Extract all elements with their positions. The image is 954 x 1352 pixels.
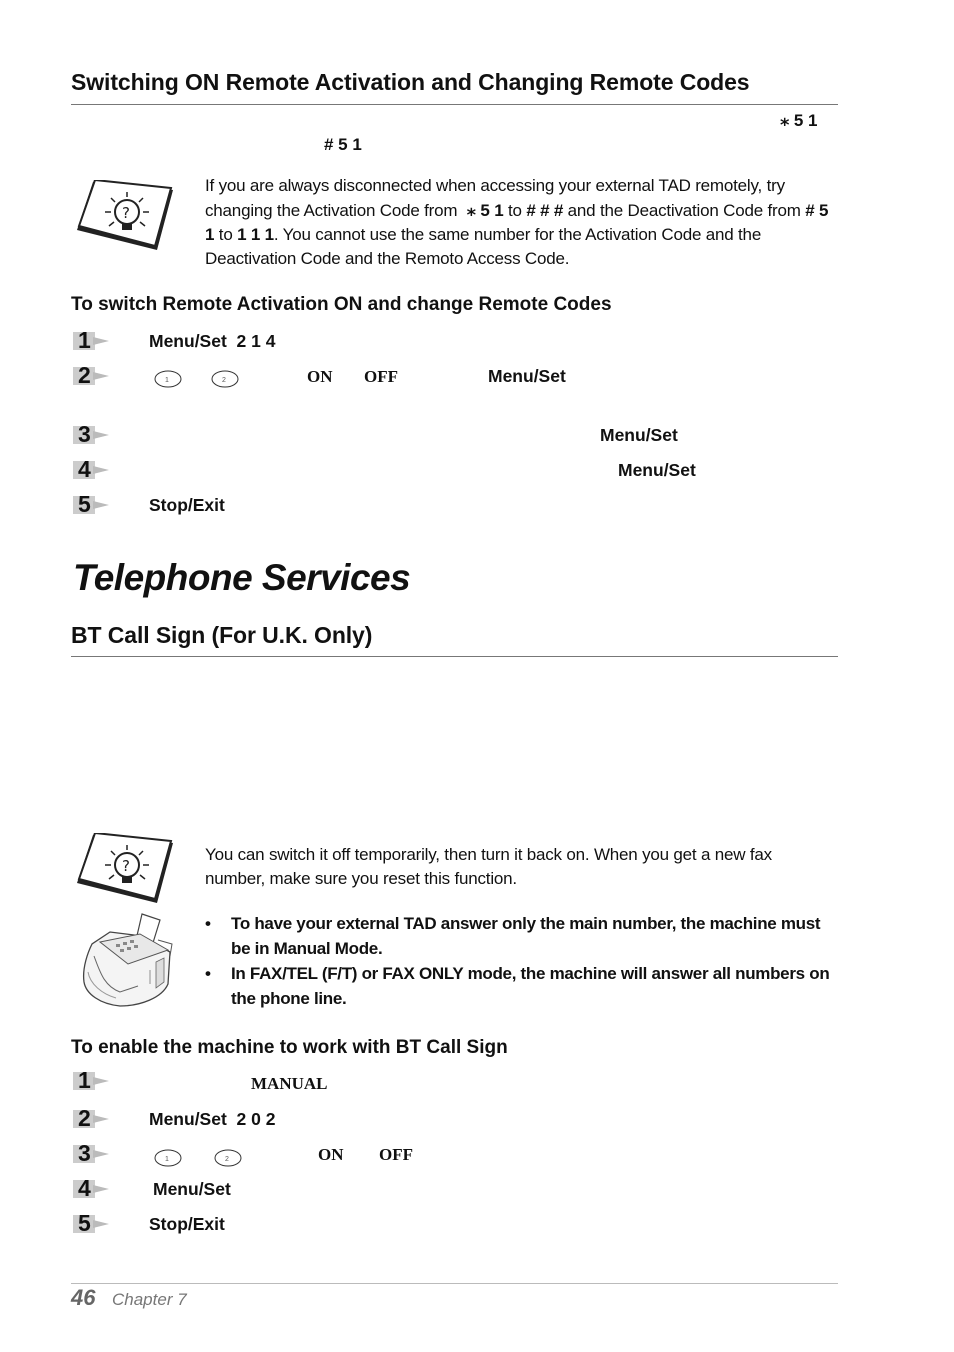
svg-text:1: 1: [165, 1156, 169, 1163]
hash-51-code: # 5 1: [324, 135, 362, 154]
subheading-switch-remote: To switch Remote Activation ON and change Remote Codes: [71, 294, 612, 315]
step-number: 3: [73, 1142, 113, 1166]
heading-rule: [71, 104, 838, 105]
on-option: ON: [318, 1145, 344, 1164]
step-number: 4: [73, 458, 113, 482]
svg-text:?: ?: [122, 204, 130, 222]
menu-set-key: Menu/Set: [488, 366, 566, 386]
svg-text:2: 2: [222, 377, 226, 384]
stop-exit-key: Stop/Exit: [149, 1214, 225, 1234]
menu-set-key: Menu/Set: [153, 1179, 231, 1199]
down-arrow-key-icon: [210, 369, 240, 394]
star-icon: ⁎: [461, 200, 476, 220]
footer-rule: [71, 1283, 838, 1284]
section-heading-remote-activation: Switching ON Remote Activation and Changing Remote Codes: [71, 69, 750, 95]
section-heading-bt-call-sign: BT Call Sign (For U.K. Only): [71, 622, 373, 648]
chapter-section-title: Telephone Services: [73, 557, 411, 598]
chapter-label: Chapter 7: [112, 1290, 187, 1309]
menu-set-key: Menu/Set: [600, 425, 678, 445]
menu-set-key: Menu/Set: [618, 460, 696, 480]
fax-machine-icon: [80, 912, 176, 1013]
step-number: 4: [73, 1177, 113, 1201]
off-option: OFF: [379, 1145, 413, 1164]
stop-exit-key: Stop/Exit: [149, 495, 225, 515]
step-number: 5: [73, 1212, 113, 1236]
step-number: 1: [73, 1069, 113, 1093]
list-item: • To have your external TAD answer only the main number, the machine must be in Manual Mode.: [205, 914, 821, 958]
svg-text:?: ?: [122, 857, 130, 875]
off-option: OFF: [364, 367, 398, 386]
on-option: ON: [307, 367, 333, 386]
step-number: 5: [73, 493, 113, 517]
step-2-instruction: Menu/Set 2 0 2: [149, 1109, 276, 1129]
bullet-list: [205, 911, 835, 1011]
step-number: 2: [73, 1107, 113, 1131]
up-arrow-key-icon: [153, 369, 183, 394]
heading-rule: [71, 656, 838, 657]
note-text-remote-codes: If you are always disconnected when accessing your external TAD remotely, try changing the Activation Code from ⁎ 5 1 to # # # and the Deactivation Code from # 5 1 to 1 1 1. You cannot use the same number for the Activation Code and the Deactivation Code and the Remoto Access Code.: [205, 176, 829, 268]
note-lightbulb-icon: [75, 180, 175, 257]
note-text-call-sign: You can switch it off temporarily, then turn it back on. When you get a new fax number, make sure you reset this function.: [205, 845, 772, 888]
up-arrow-key-icon: [153, 1148, 183, 1173]
list-item: • In FAX/TEL (F/T) or FAX ONLY mode, the machine will answer all numbers on the phone line.: [205, 964, 830, 1008]
step-number: 2: [73, 364, 113, 388]
manual-mode-label: MANUAL: [251, 1074, 328, 1093]
note-lightbulb-icon: [75, 833, 175, 910]
star-icon: ⁎: [780, 110, 790, 130]
step-number: 1: [73, 329, 113, 353]
step-1-instruction: Menu/Set 2 1 4: [149, 331, 276, 351]
step-number: 3: [73, 423, 113, 447]
svg-text:1: 1: [165, 377, 169, 384]
star-51-code: ⁎ 5 1: [780, 110, 818, 130]
down-arrow-key-icon: [213, 1148, 243, 1173]
svg-text:2: 2: [225, 1156, 229, 1163]
page-number: 46: [71, 1285, 96, 1310]
subheading-enable-call-sign: To enable the machine to work with BT Call Sign: [71, 1037, 508, 1058]
